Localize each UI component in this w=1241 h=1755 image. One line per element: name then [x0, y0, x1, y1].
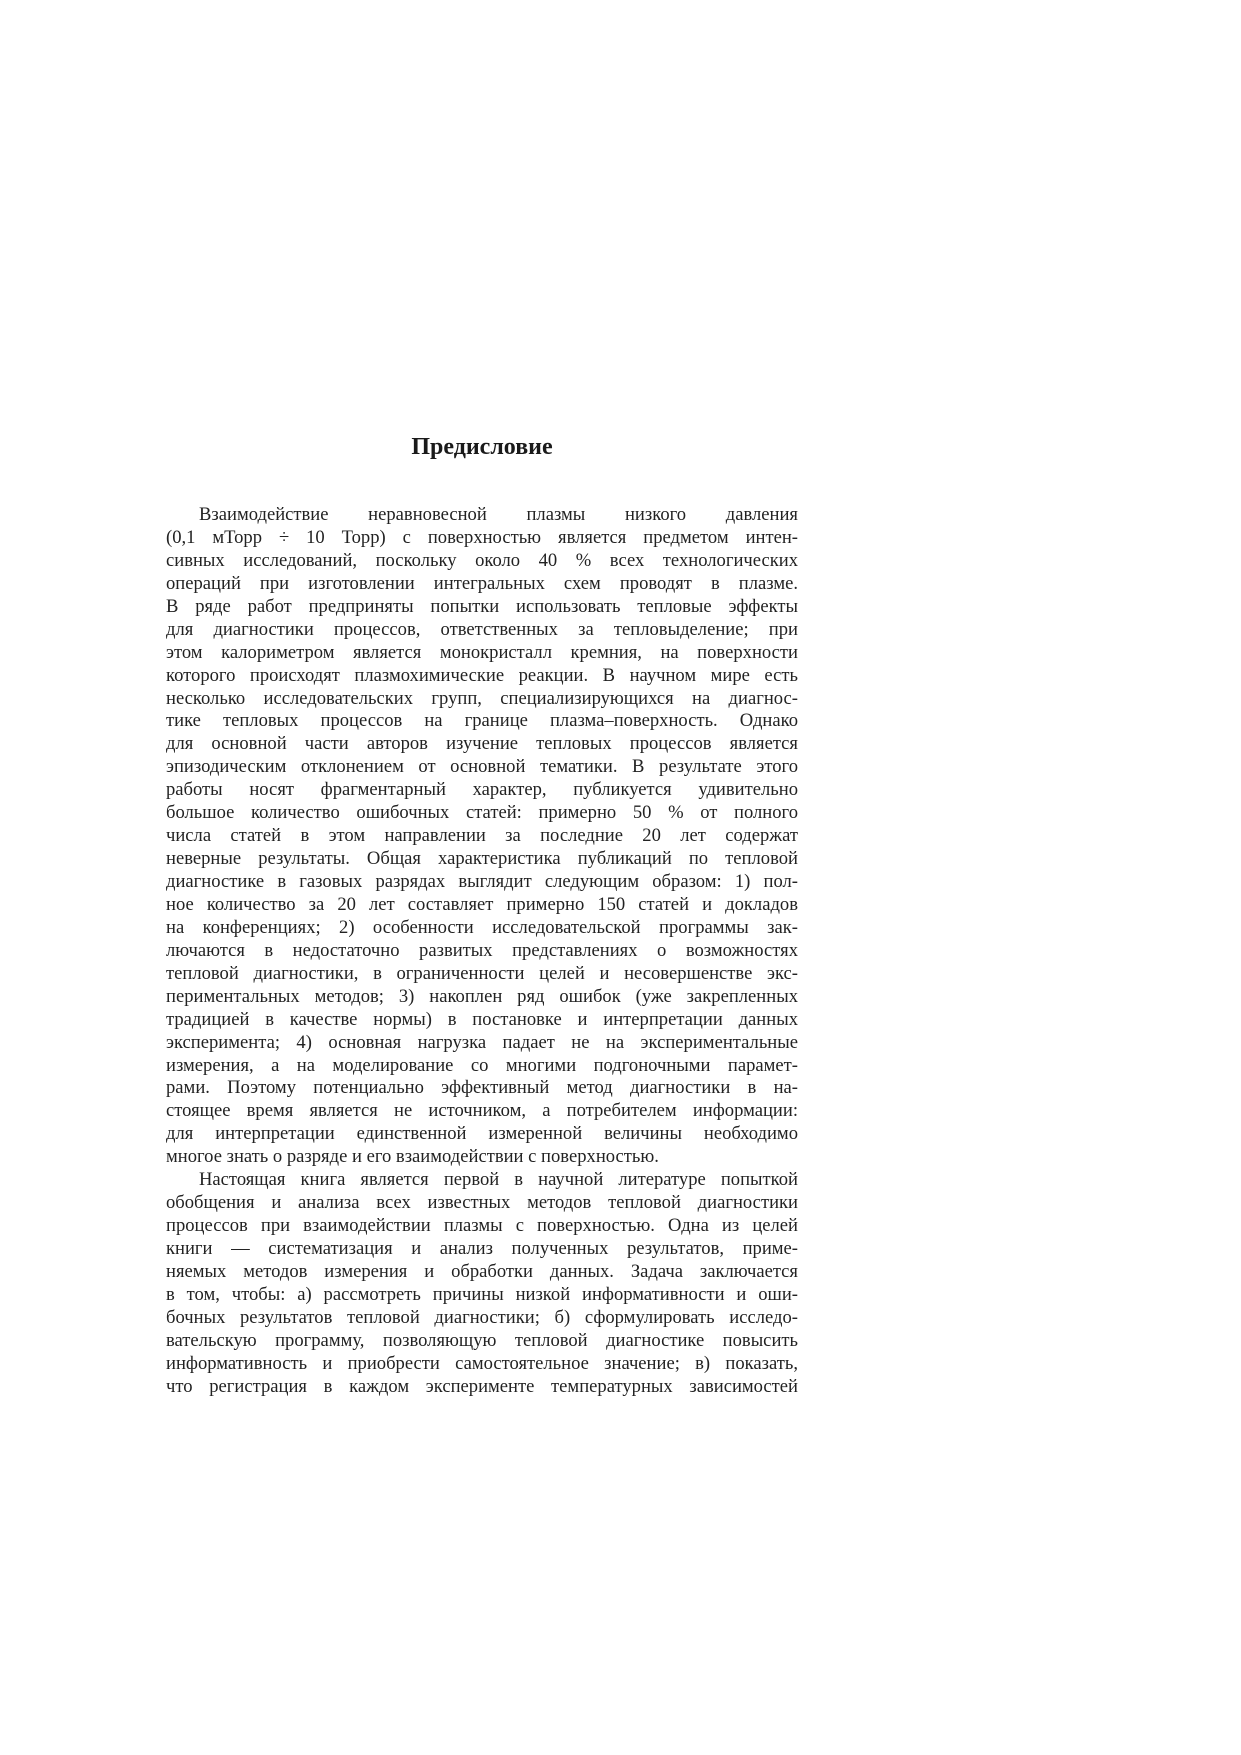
text-line: работы носят фрагментарный характер, публикуется удивительно [166, 779, 798, 801]
text-line: для интерпретации единственной измеренной величины необходимо [166, 1123, 798, 1145]
text-line: традицией в качестве нормы) в постановке и интерпретации данных [166, 1008, 798, 1030]
text-line: операций при изготовлении интегральных схем проводят в плазме. [166, 572, 798, 594]
text-line: диагностике в газовых разрядах выглядит следующим образом: 1) пол- [166, 871, 798, 892]
text-line: для основной части авторов изучение тепловых процессов является [166, 733, 798, 755]
paragraph-2 [166, 1169, 798, 1398]
text-line: что регистрация в каждом эксперименте температурных зависимостей [166, 1375, 798, 1397]
text-line: многое знать о разряде и его взаимодействии с поверхностью. [166, 1146, 659, 1168]
text-line: рами. Поэтому потенциально эффективный метод диагностики в на- [166, 1077, 798, 1099]
text-line: в том, чтобы: а) рассмотреть причины низкой информативности и оши- [166, 1283, 798, 1305]
paragraph-1 [166, 504, 798, 1169]
text-line: тепловой диагностики, в ограниченности целей и несовершенстве экс- [166, 962, 798, 984]
text-line: лючаются в недостаточно развитых представлениях о возможностях [166, 939, 798, 961]
text-line: тике тепловых процессов на границе плазма–поверхность. Однако [166, 710, 798, 732]
text-line: ное количество за 20 лет составляет примерно 150 статей и докладов [166, 893, 798, 915]
text-line: этом калориметром является монокристалл кремния, на поверхности [166, 641, 798, 663]
text-line: обобщения и анализа всех известных методов тепловой диагностики [166, 1192, 798, 1214]
text-line: сивных исследований, поскольку около 40 % всех технологических [166, 549, 798, 571]
text-line: большое количество ошибочных статей: примерно 50 % от полного [166, 802, 798, 824]
text-line: числа статей в этом направлении за последние 20 лет содержат [166, 825, 798, 847]
text-line: процессов при взаимодействии плазмы с поверхностью. Одна из целей [166, 1215, 798, 1237]
text-line: бочных результатов тепловой диагностики; б) сформулировать исследо- [166, 1306, 798, 1328]
text-line: периментальных методов; 3) накоплен ряд ошибок (уже закрепленных [166, 985, 798, 1007]
text-line: которого происходят плазмохимические реакции. В научном мире есть [166, 664, 798, 686]
section-heading: Предисловие [411, 434, 553, 460]
text-line: информативность и приобрести самостоятельное значение; в) показать, [166, 1352, 798, 1374]
text-line: для диагностики процессов, ответственных за тепловыделение; при [166, 618, 798, 640]
text-line: стоящее время является не источником, а потребителем информации: [166, 1100, 798, 1122]
text-line: В ряде работ предприняты попытки использовать тепловые эффекты [166, 595, 798, 617]
text-line: (0,1 мТорр ÷ 10 Торр) с поверхностью является предметом интен- [166, 526, 798, 548]
body-text [166, 504, 798, 1399]
text-line: вательскую программу, позволяющую тепловой диагностике повысить [166, 1329, 798, 1351]
text-line: эксперимента; 4) основная нагрузка падает не на экспериментальные [166, 1031, 798, 1053]
text-line: Настоящая книга является первой в научной литературе попыткой [199, 1169, 798, 1191]
text-line: неверные результаты. Общая характеристика публикаций по тепловой [166, 848, 798, 870]
text-line: книги — систематизация и анализ полученных результатов, приме- [166, 1238, 798, 1259]
text-line: няемых методов измерения и обработки данных. Задача заключается [166, 1260, 798, 1282]
text-line: измерения, а на моделирование со многими подгоночными парамет- [166, 1054, 798, 1076]
text-line: эпизодическим отклонением от основной тематики. В результате этого [166, 756, 798, 778]
text-line: Взаимодействие неравновесной плазмы низкого давления [199, 504, 798, 525]
text-line: на конференциях; 2) особенности исследовательской программы зак- [166, 916, 798, 938]
text-line: несколько исследовательских групп, специализирующихся на диагнос- [166, 687, 798, 709]
